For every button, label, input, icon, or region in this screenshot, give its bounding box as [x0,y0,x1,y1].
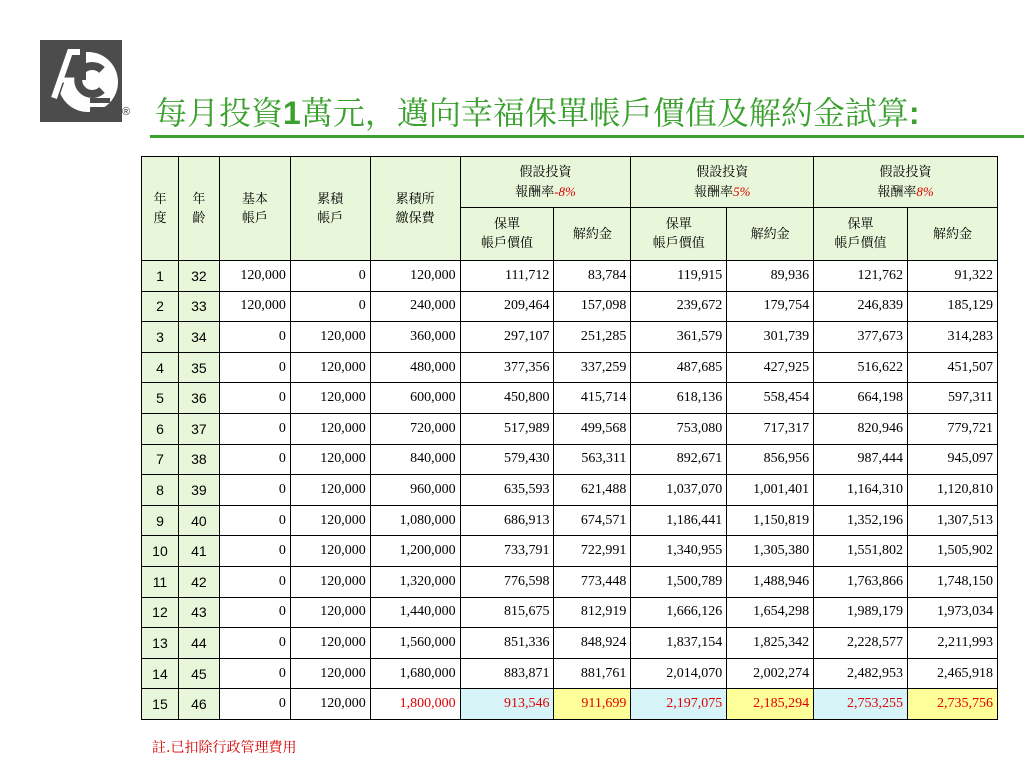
cell-s2: 1,150,819 [727,505,814,536]
cell-s3: 2,211,993 [908,628,998,659]
cell-s2: 1,305,380 [727,536,814,567]
cell-age: 37 [178,413,219,444]
cell-accum: 120,000 [290,383,370,414]
cell-v3: 1,989,179 [814,597,908,628]
investment-table [141,156,998,720]
cell-premium: 720,000 [370,413,460,444]
cell-v3: 664,198 [814,383,908,414]
cell-age: 46 [178,689,219,720]
table-row [142,566,998,597]
cell-premium: 960,000 [370,475,460,506]
registered-mark: ® [122,106,131,118]
cell-s2: 1,654,298 [727,597,814,628]
cell-s3: 314,283 [908,322,998,353]
cell-v1: 450,800 [460,383,554,414]
scenario-3-label: 假設投資 報酬率 [877,164,932,200]
header-basic-account: 基本 帳戶 [219,157,290,261]
cell-age: 44 [178,628,219,659]
cell-v1: 111,712 [460,261,554,292]
cell-premium: 240,000 [370,291,460,322]
cell-v3: 1,164,310 [814,475,908,506]
cell-year: 1 [142,261,179,292]
cell-year: 4 [142,352,179,383]
cell-age: 43 [178,597,219,628]
title-number: 1 [283,95,301,131]
cell-premium: 360,000 [370,322,460,353]
cell-year: 9 [142,505,179,536]
cell-basic: 0 [219,628,290,659]
page-title [155,88,919,134]
cell-basic: 0 [219,505,290,536]
cell-v2: 753,080 [631,413,727,444]
cell-s2: 89,936 [727,261,814,292]
cell-premium: 1,320,000 [370,566,460,597]
cell-v3: 1,551,802 [814,536,908,567]
cell-s3: 597,311 [908,383,998,414]
cell-year: 15 [142,689,179,720]
header-surrender-1: 解約金 [554,208,631,261]
cell-accum: 120,000 [290,536,370,567]
cell-basic: 120,000 [219,291,290,322]
cell-premium: 1,080,000 [370,505,460,536]
cell-s3: 945,097 [908,444,998,475]
table-row [142,689,998,720]
cell-premium: 600,000 [370,383,460,414]
cell-year: 10 [142,536,179,567]
cell-s2: 1,825,342 [727,628,814,659]
cell-accum: 120,000 [290,505,370,536]
cell-basic: 0 [219,383,290,414]
cell-age: 40 [178,505,219,536]
cell-accum: 120,000 [290,628,370,659]
title-part1: 每月投資 [155,94,284,132]
cell-s1: 499,568 [554,413,631,444]
cell-v2: 239,672 [631,291,727,322]
cell-premium: 480,000 [370,352,460,383]
cell-s3: 451,507 [908,352,998,383]
footnote: 註.已扣除行政管理費用 [152,740,297,756]
cell-v3: 2,228,577 [814,628,908,659]
cell-age: 42 [178,566,219,597]
cell-s2: 301,739 [727,322,814,353]
cell-v3: 1,352,196 [814,505,908,536]
cell-s1: 83,784 [554,261,631,292]
cell-v3: 2,753,255 [814,689,908,720]
header-year: 年 度 [142,157,179,261]
cell-v2: 2,197,075 [631,689,727,720]
cell-v3: 2,482,953 [814,658,908,689]
cell-s2: 1,001,401 [727,475,814,506]
table-row [142,536,998,567]
cell-accum: 120,000 [290,566,370,597]
cell-s2: 179,754 [727,291,814,322]
cell-basic: 0 [219,536,290,567]
scenario-2-label: 假設投資 報酬率 [694,164,749,200]
cell-v1: 377,356 [460,352,554,383]
cell-v2: 1,186,441 [631,505,727,536]
cell-s3: 2,465,918 [908,658,998,689]
cell-s2: 856,956 [727,444,814,475]
header-age: 年 齡 [178,157,219,261]
cell-accum: 120,000 [290,352,370,383]
cell-basic: 0 [219,658,290,689]
cell-v1: 733,791 [460,536,554,567]
cell-s3: 1,505,902 [908,536,998,567]
table-row [142,505,998,536]
cell-age: 34 [178,322,219,353]
cell-v1: 913,546 [460,689,554,720]
cell-s1: 337,259 [554,352,631,383]
header-policy-value-2: 保單 帳戶價值 [631,208,727,261]
cell-basic: 0 [219,413,290,444]
cell-basic: 0 [219,597,290,628]
table-row [142,352,998,383]
cell-v3: 516,622 [814,352,908,383]
cell-basic: 120,000 [219,261,290,292]
header-scenario-1 [460,157,631,208]
cell-v3: 121,762 [814,261,908,292]
cell-v1: 883,871 [460,658,554,689]
table-row [142,628,998,659]
cell-s1: 674,571 [554,505,631,536]
header-scenario-2 [631,157,814,208]
cell-age: 32 [178,261,219,292]
cell-year: 11 [142,566,179,597]
cell-year: 8 [142,475,179,506]
cell-v1: 686,913 [460,505,554,536]
cell-year: 6 [142,413,179,444]
cell-premium: 1,800,000 [370,689,460,720]
ace-logo [40,40,122,122]
cell-accum: 120,000 [290,413,370,444]
cell-s3: 1,973,034 [908,597,998,628]
cell-s1: 911,699 [554,689,631,720]
cell-s1: 812,919 [554,597,631,628]
cell-accum: 120,000 [290,689,370,720]
cell-age: 35 [178,352,219,383]
cell-s2: 427,925 [727,352,814,383]
cell-year: 7 [142,444,179,475]
cell-v3: 987,444 [814,444,908,475]
cell-age: 33 [178,291,219,322]
title-underline [150,135,1024,138]
scenario-1-label: 假設投資 報酬率 [515,164,572,200]
table-row [142,291,998,322]
cell-age: 38 [178,444,219,475]
cell-premium: 1,440,000 [370,597,460,628]
cell-v1: 815,675 [460,597,554,628]
cell-v3: 820,946 [814,413,908,444]
cell-s3: 1,748,150 [908,566,998,597]
cell-accum: 120,000 [290,597,370,628]
cell-premium: 1,200,000 [370,536,460,567]
cell-v3: 1,763,866 [814,566,908,597]
cell-v2: 1,037,070 [631,475,727,506]
cell-v2: 1,500,789 [631,566,727,597]
cell-basic: 0 [219,475,290,506]
cell-v1: 517,989 [460,413,554,444]
cell-premium: 840,000 [370,444,460,475]
ace-logo-mark-icon [40,40,122,122]
cell-year: 2 [142,291,179,322]
cell-s1: 157,098 [554,291,631,322]
cell-basic: 0 [219,566,290,597]
cell-accum: 120,000 [290,658,370,689]
cell-basic: 0 [219,322,290,353]
cell-s3: 1,307,513 [908,505,998,536]
cell-year: 3 [142,322,179,353]
cell-s1: 251,285 [554,322,631,353]
cell-v2: 1,666,126 [631,597,727,628]
cell-basic: 0 [219,444,290,475]
header-scenario-3 [814,157,998,208]
cell-v1: 209,464 [460,291,554,322]
table-row [142,444,998,475]
header-accum-account: 累積 帳戶 [290,157,370,261]
cell-v2: 1,837,154 [631,628,727,659]
table-row [142,261,998,292]
cell-v1: 635,593 [460,475,554,506]
cell-v2: 892,671 [631,444,727,475]
scenario-1-rate: -8% [554,183,576,199]
header-policy-value-3: 保單 帳戶價值 [814,208,908,261]
cell-s1: 722,991 [554,536,631,567]
cell-accum: 120,000 [290,322,370,353]
cell-v1: 297,107 [460,322,554,353]
cell-s2: 2,002,274 [727,658,814,689]
cell-s2: 2,185,294 [727,689,814,720]
cell-v1: 579,430 [460,444,554,475]
cell-premium: 1,680,000 [370,658,460,689]
cell-s3: 1,120,810 [908,475,998,506]
cell-year: 14 [142,658,179,689]
cell-v2: 487,685 [631,352,727,383]
cell-v3: 246,839 [814,291,908,322]
cell-v1: 776,598 [460,566,554,597]
cell-s3: 779,721 [908,413,998,444]
cell-year: 5 [142,383,179,414]
cell-s3: 2,735,756 [908,689,998,720]
table-row [142,475,998,506]
cell-year: 12 [142,597,179,628]
cell-premium: 1,560,000 [370,628,460,659]
cell-age: 45 [178,658,219,689]
cell-s2: 1,488,946 [727,566,814,597]
table-row [142,413,998,444]
header-accum-premium: 累積所 繳保費 [370,157,460,261]
table-row [142,322,998,353]
cell-basic: 0 [219,689,290,720]
cell-s1: 848,924 [554,628,631,659]
scenario-2-rate: 5% [733,183,751,199]
header-policy-value-1: 保單 帳戶價值 [460,208,554,261]
cell-accum: 120,000 [290,444,370,475]
cell-accum: 120,000 [290,475,370,506]
cell-s1: 881,761 [554,658,631,689]
scenario-3-rate: 8% [916,183,934,199]
cell-s1: 773,448 [554,566,631,597]
header-surrender-3: 解約金 [908,208,998,261]
cell-year: 13 [142,628,179,659]
table-row [142,658,998,689]
cell-v2: 119,915 [631,261,727,292]
cell-age: 39 [178,475,219,506]
cell-s2: 717,317 [727,413,814,444]
cell-v1: 851,336 [460,628,554,659]
cell-s2: 558,454 [727,383,814,414]
cell-v2: 2,014,070 [631,658,727,689]
cell-s1: 621,488 [554,475,631,506]
title-part2: 萬元，邁向幸福保單帳戶價值及解約金試算 [300,94,909,132]
cell-age: 36 [178,383,219,414]
cell-v3: 377,673 [814,322,908,353]
cell-accum: 0 [290,291,370,322]
cell-accum: 0 [290,261,370,292]
title-colon: : [908,95,920,131]
cell-s1: 563,311 [554,444,631,475]
cell-premium: 120,000 [370,261,460,292]
cell-v2: 361,579 [631,322,727,353]
cell-s3: 185,129 [908,291,998,322]
table-row [142,597,998,628]
cell-v2: 1,340,955 [631,536,727,567]
cell-age: 41 [178,536,219,567]
header-surrender-2: 解約金 [727,208,814,261]
cell-basic: 0 [219,352,290,383]
cell-s3: 91,322 [908,261,998,292]
cell-s1: 415,714 [554,383,631,414]
table-row [142,383,998,414]
cell-v2: 618,136 [631,383,727,414]
